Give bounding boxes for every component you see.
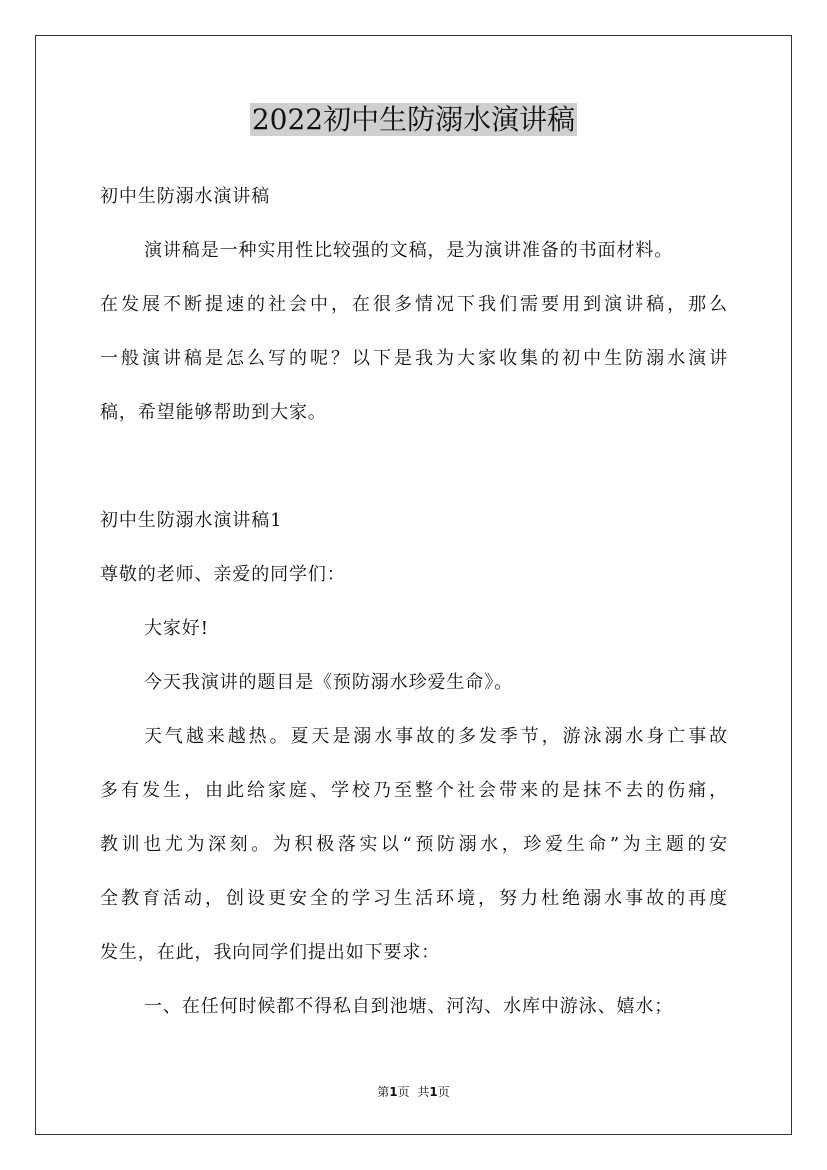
document-subtitle: 初中生防溺水演讲稿 (100, 186, 271, 207)
salutation: 尊敬的老师、亲爱的同学们： (100, 564, 346, 585)
intro-line-2: 在发展不断提速的社会中，在很多情况下我们需要用到演讲稿，那么 (100, 294, 728, 315)
footer-total-number: 1 (429, 1085, 438, 1099)
paragraph-gap (100, 440, 728, 494)
body-line-5: 发生，在此，我向同学们提出如下要求： (100, 942, 441, 963)
body-line-2: 多有发生，由此给家庭、学校乃至整个社会带来的是抹不去的伤痛， (100, 780, 728, 801)
document-body (100, 170, 728, 1034)
document-title (0, 100, 827, 140)
intro-line-4: 稿，希望能够帮助到大家。 (100, 402, 327, 423)
page-footer (0, 1083, 827, 1101)
footer-total-suffix: 页 (437, 1085, 450, 1099)
intro-line-3: 一般演讲稿是怎么写的呢？以下是我为大家收集的初中生防溺水演讲 (100, 348, 728, 369)
footer-page-suffix: 页 (397, 1085, 410, 1099)
body-line-3: 教训也尤为深刻。为积极落实以“预防溺水，珍爱生命”为主题的安 (100, 834, 728, 855)
footer-page-prefix: 第 (377, 1085, 390, 1099)
body-line-4: 全教育活动，创设更安全的学习生活环境，努力杜绝溺水事故的再度 (100, 888, 728, 909)
footer-page-number: 1 (389, 1085, 398, 1099)
section-heading: 初中生防溺水演讲稿1 (100, 510, 283, 531)
footer-total-prefix: 共 (417, 1085, 430, 1099)
intro-line-1: 演讲稿是一种实用性比较强的文稿，是为演讲准备的书面材料。 (144, 240, 674, 261)
greeting: 大家好! (144, 618, 209, 639)
body-line-1: 天气越来越热。夏天是溺水事故的多发季节，游泳溺水身亡事故 (144, 726, 728, 747)
topic-line: 今天我演讲的题目是《预防溺水珍爱生命》。 (144, 672, 513, 693)
document-title-text: 2022初中生防溺水演讲稿 (251, 103, 576, 136)
requirement-1: 一、在任何时候都不得私自到池塘、河沟、水库中游泳、嬉水； (144, 996, 674, 1017)
